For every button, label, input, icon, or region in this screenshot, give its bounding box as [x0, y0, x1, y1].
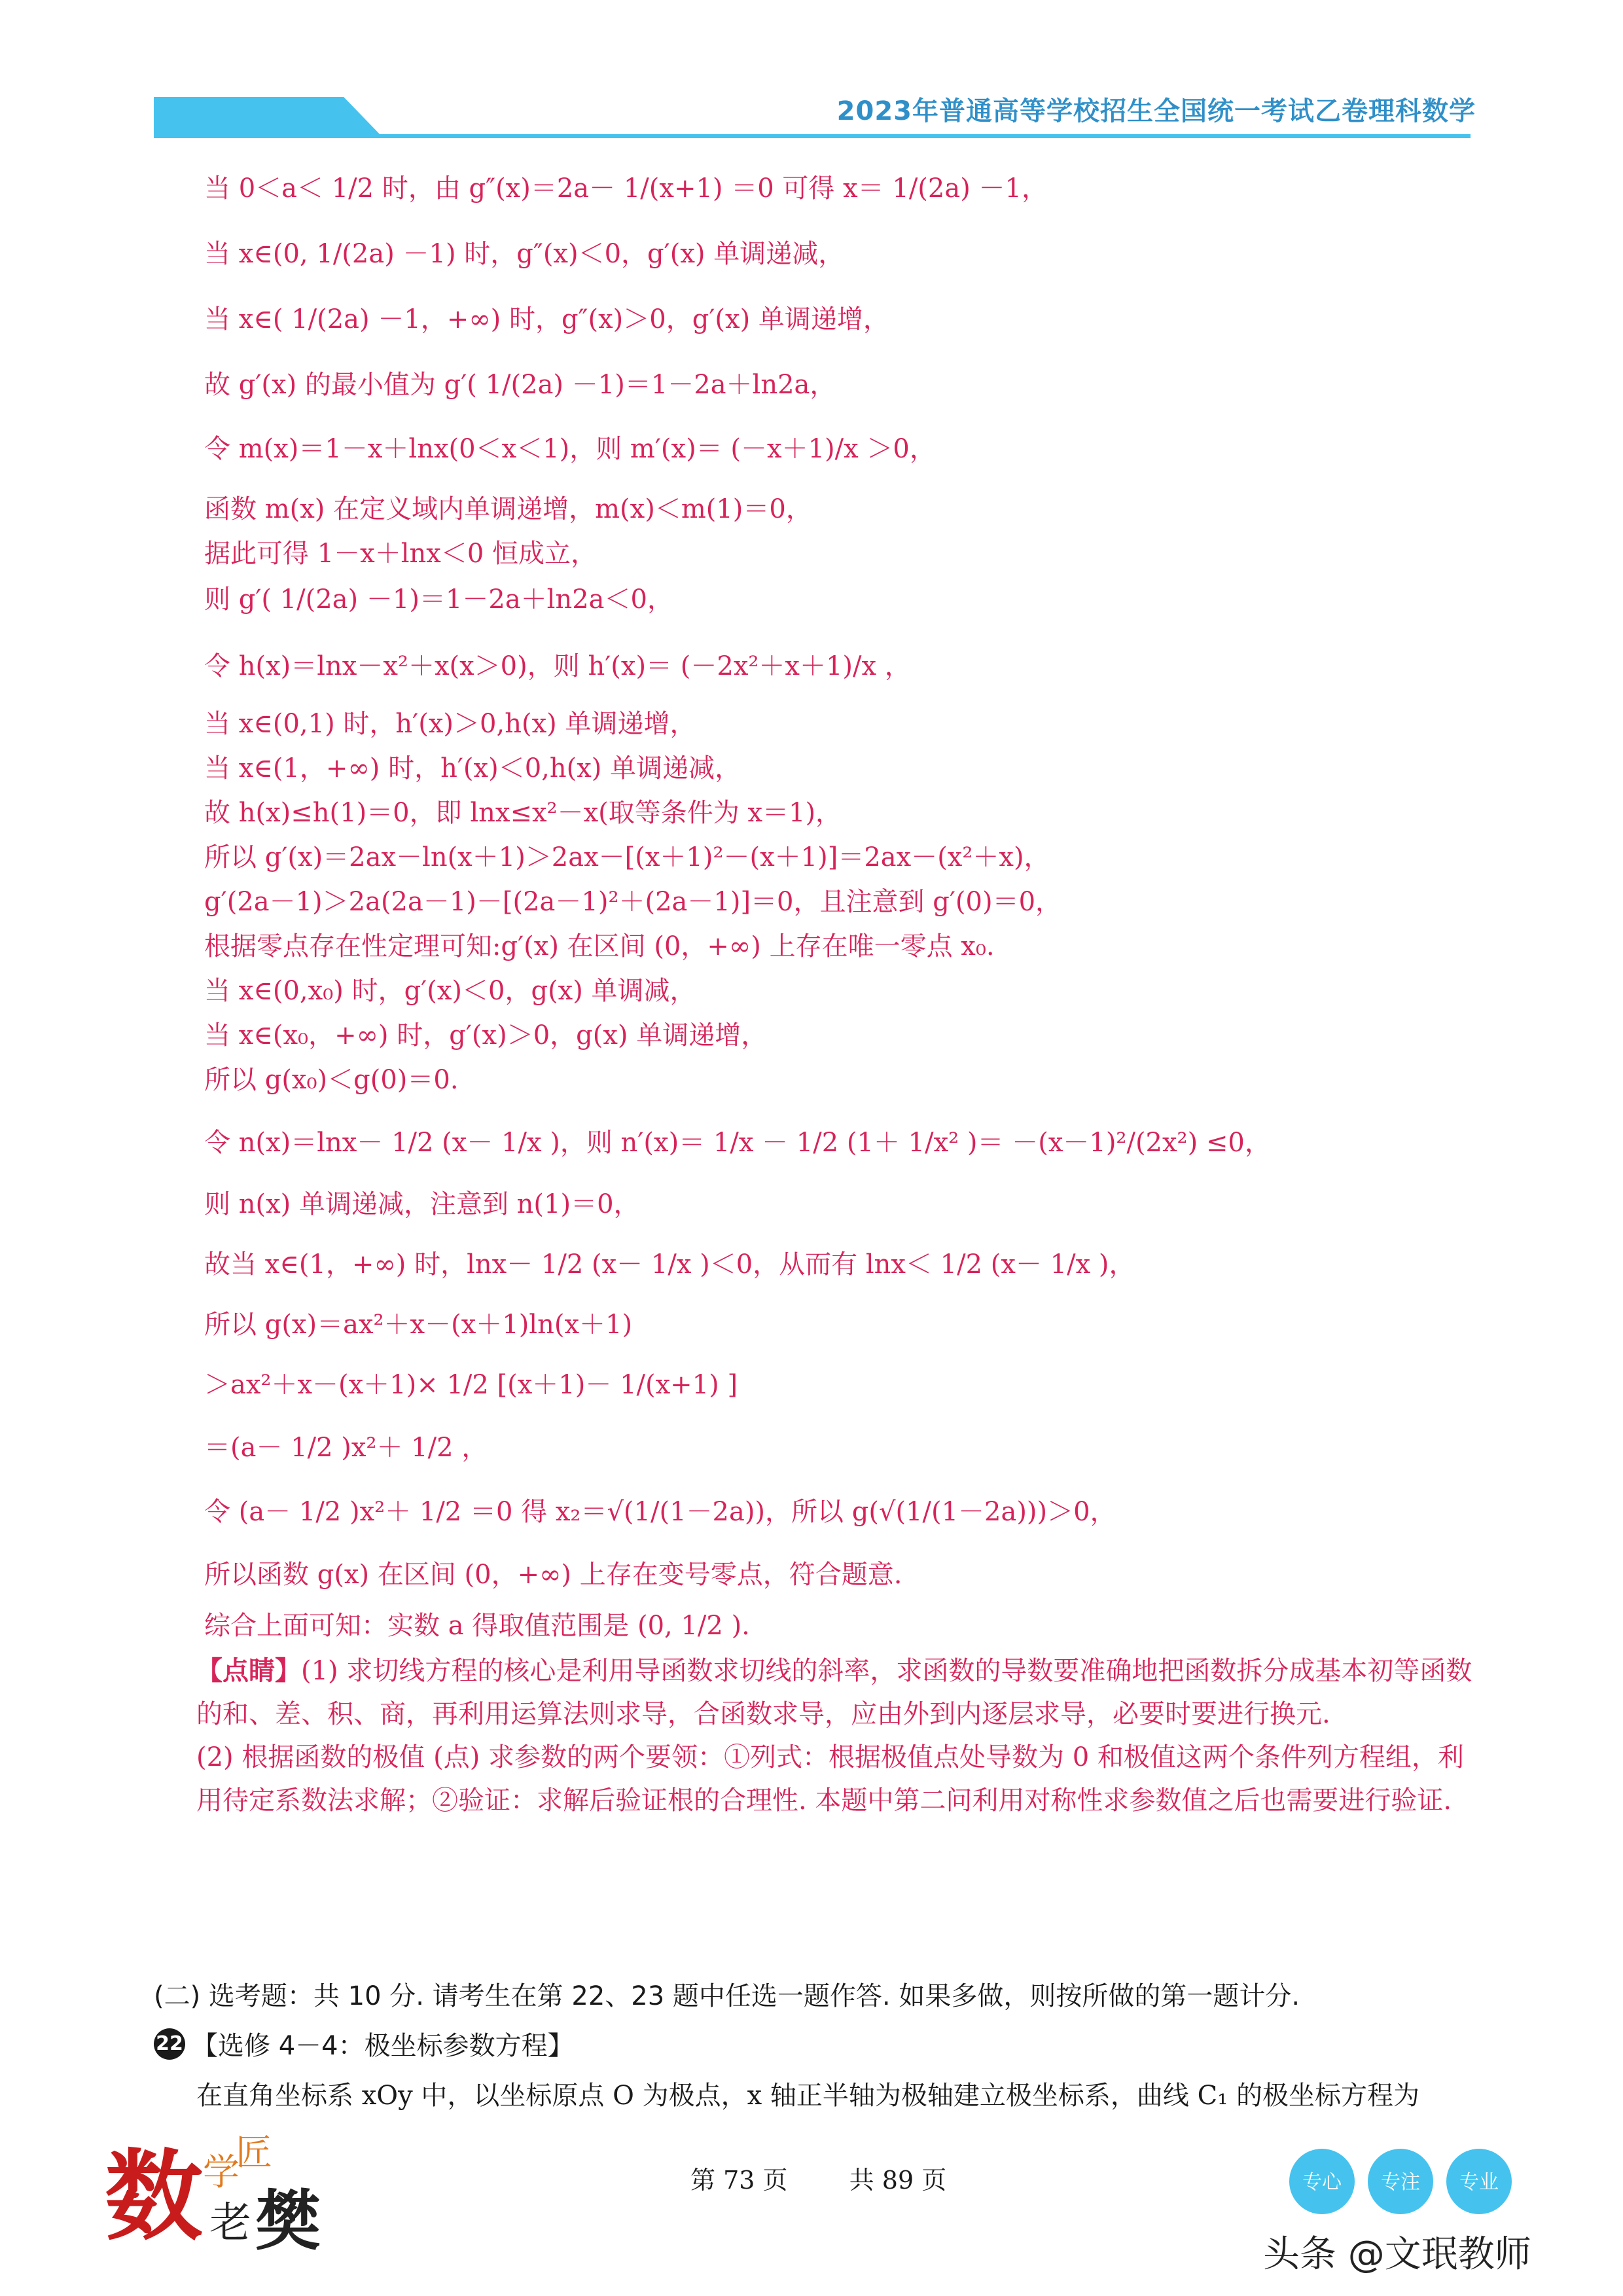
solution-line: 当 x∈(1，+∞) 时，h′(x)＜0,h(x) 单调递减，	[204, 753, 741, 783]
solution-line: ＝(a－ 1/2 )x²＋ 1/2 ，	[204, 1433, 488, 1463]
question-number-badge: 22	[154, 2028, 185, 2060]
badge-label: 专注	[1381, 2171, 1420, 2194]
solution-line: 当 x∈(0, 1/(2a) －1) 时，g″(x)＜0，g′(x) 单调递减，	[204, 239, 845, 269]
solution-line: 当 x∈(0,1) 时，h′(x)＞0,h(x) 单调递增，	[204, 709, 696, 739]
solution-line: 所以函数 g(x) 在区间 (0，+∞) 上存在变号零点，符合题意.	[204, 1560, 902, 1590]
badge-label: 专心	[1302, 2171, 1342, 2194]
question-22-text: 在直角坐标系 xOy 中，以坐标原点 O 为极点，x 轴正半轴为极轴建立极坐标系，曲线 C₁ 的极坐标方程为	[196, 2081, 1419, 2111]
badge-label: 专业	[1459, 2171, 1499, 2194]
solution-line: 令 m(x)＝1－x＋lnx(0＜x＜1)，则 m′(x)＝ (－x＋1)/x ＞0，	[204, 434, 936, 464]
solution-line: 故当 x∈(1，+∞) 时，lnx－ 1/2 (x－ 1/x )＜0，从而有 lnx＜ 1/2 (x－ 1/x )，	[204, 1249, 1135, 1280]
solution-line: 故 g′(x) 的最小值为 g′( 1/(2a) －1)＝1－2a＋ln2a，	[204, 370, 836, 400]
solution-line: 令 (a－ 1/2 )x²＋ 1/2 ＝0 得 x₂＝√(1/(1－2a))，所以 g(√(1/(1－2a)))＞0，	[204, 1497, 1116, 1527]
logo-char-3: 老	[209, 2199, 251, 2248]
key-points-note	[196, 1649, 1472, 1822]
solution-line: g′(2a－1)＞2a(2a－1)－[(2a－1)²＋(2a－1)]＝0，且注意到 g′(0)＝0，	[204, 887, 1062, 917]
brand-logo	[105, 2126, 353, 2257]
page-total: 共 89 页	[849, 2166, 947, 2195]
solution-line: 所以 g′(x)＝2ax－ln(x＋1)＞2ax－[(x＋1)²－(x＋1)]＝2ax－(x²＋x)，	[204, 842, 1050, 872]
solution-line: 当 x∈(0,x₀) 时，g′(x)＜0，g(x) 单调减，	[204, 976, 696, 1006]
solution-line: 根据零点存在性定理可知:g′(x) 在区间 (0，+∞) 上存在唯一零点 x₀.	[204, 931, 995, 961]
note-text-1: (1) 求切线方程的核心是利用导函数求切线的斜率，求函数的导数要准确地把函数拆分成基本初等函数的和、差、积、商，再利用运算法则求导，合函数求导，应由外到内逐层求导，必要时要进行换元.	[196, 1656, 1472, 1729]
logo-char-main: 数	[105, 2139, 204, 2254]
solution-line: 函数 m(x) 在定义域内单调递增，m(x)＜m(1)＝0，	[204, 494, 812, 524]
page-footer	[690, 2160, 946, 2196]
note-label: 【点睛】	[196, 1655, 301, 1686]
note-paragraph-1	[196, 1649, 1472, 1736]
solution-line: 则 g′( 1/(2a) －1)＝1－2a＋ln2a＜0，	[204, 584, 673, 615]
logo-char-2: 匠	[236, 2132, 272, 2174]
solution-line: 所以 g(x₀)＜g(0)＝0.	[204, 1065, 459, 1095]
logo-char-4: 樊	[255, 2182, 321, 2257]
note-paragraph-2: (2) 根据函数的极值 (点) 求参数的两个要领：①列式：根据极值点处导数为 0 和极值这两个条件列方程组，利用待定系数法求解；②验证：求解后验证根的合理性. 本题中第二问利用对称性求参数值之后也需要进行验证.	[196, 1742, 1464, 1816]
solution-line: 据此可得 1－x＋lnx＜0 恒成立，	[204, 539, 597, 569]
logo-char-1: 学	[203, 2151, 240, 2194]
page-number: 第 73 页	[690, 2166, 788, 2195]
question-22-title: 【选修 4－4：极坐标参数方程】	[192, 2031, 574, 2061]
header-rule	[154, 134, 1471, 138]
solution-line: 当 x∈(x₀，+∞) 时，g′(x)＞0，g(x) 单调递增，	[204, 1020, 768, 1050]
solution-line: 综合上面可知：实数 a 得取值范围是 (0, 1/2 ).	[204, 1611, 750, 1641]
solution-line: 所以 g(x)＝ax²＋x－(x＋1)ln(x＋1)	[204, 1310, 633, 1340]
watermark: 头条 @文珉教师	[1263, 2233, 1531, 2276]
page-header-title: 2023年普通高等学校招生全国统一考试乙卷理科数学	[836, 96, 1476, 126]
solution-line: 当 0＜a＜ 1/2 时，由 g″(x)＝2a－ 1/(x+1) ＝0 可得 x＝ 1/(2a) －1，	[204, 173, 1048, 204]
solution-line: 令 n(x)＝lnx－ 1/2 (x－ 1/x )，则 n′(x)＝ 1/x － 1/2 (1＋ 1/x² )＝ －(x－1)²/(2x²) ≤0，	[204, 1128, 1271, 1158]
solution-line: 则 n(x) 单调递减，注意到 n(1)＝0，	[204, 1189, 640, 1219]
section-heading: (二) 选考题：共 10 分. 请考生在第 22、23 题中任选一题作答. 如果多做，则按所做的第一题计分.	[154, 1981, 1300, 2011]
solution-line: ＞ax²＋x－(x＋1)× 1/2 [(x＋1)－ 1/(x+1) ]	[204, 1370, 738, 1400]
solution-line: 故 h(x)≤h(1)＝0，即 lnx≤x²－x(取等条件为 x＝1)，	[204, 798, 842, 828]
solution-line: 当 x∈( 1/(2a) －1，+∞) 时，g″(x)＞0，g′(x) 单调递增，	[204, 304, 889, 334]
solution-line: 令 h(x)＝lnx－x²＋x(x＞0)，则 h′(x)＝ (－2x²＋x＋1)/x ，	[204, 651, 911, 681]
question-22-heading	[154, 2025, 574, 2062]
motto-badges	[1289, 2145, 1538, 2217]
